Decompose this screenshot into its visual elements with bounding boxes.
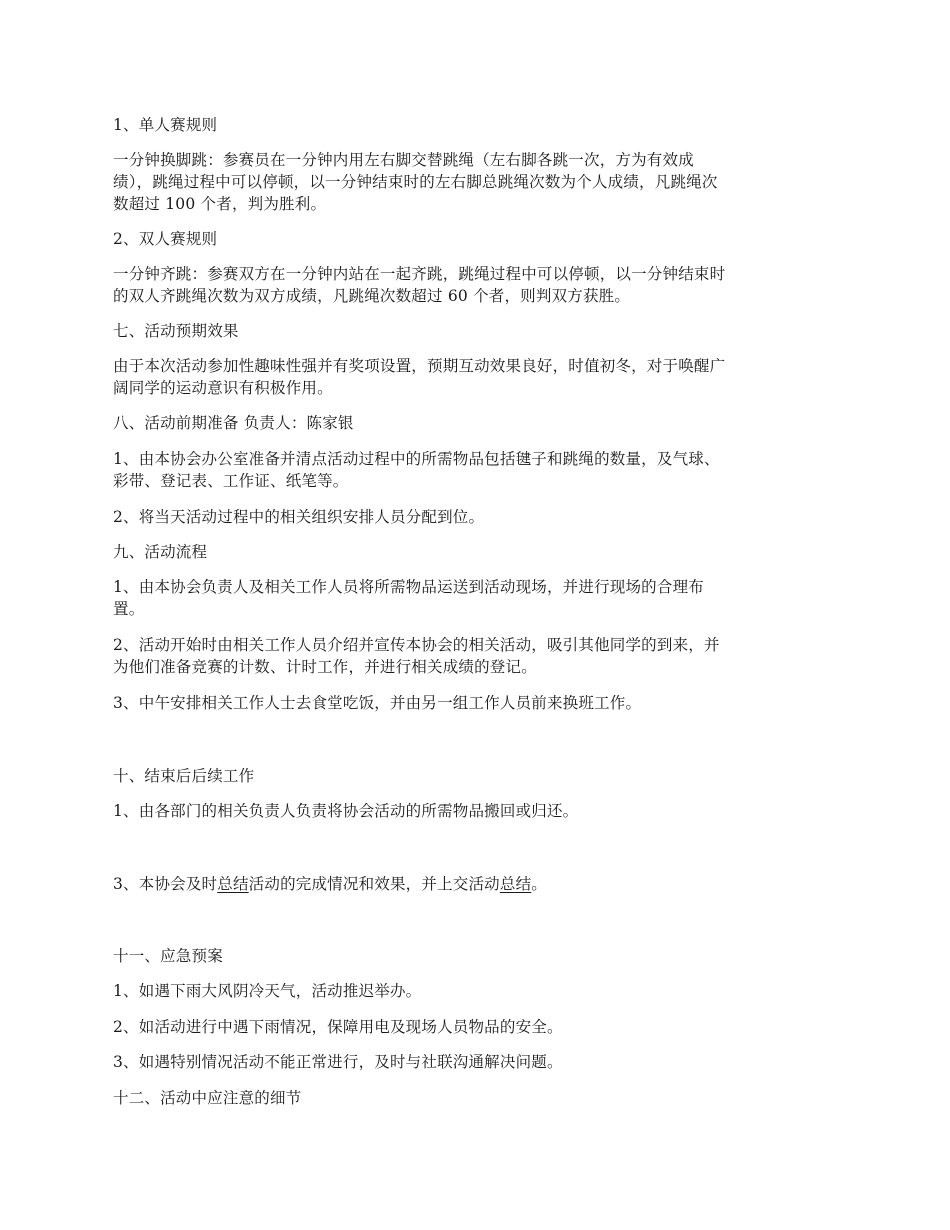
paragraph-line: 1、由本协会办公室准备并清点活动过程中的所需物品包括毽子和跳绳的数量，及气球、: [113, 450, 720, 468]
paragraph-line: 3、如遇特别情况活动不能正常进行，及时与社联沟通解决问题。: [113, 1053, 563, 1071]
paragraph-line: 为他们准备竞赛的计数、计时工作，并进行相关成绩的登记。: [113, 658, 537, 676]
paragraph-line: 数超过 100 个者，判为胜利。: [113, 195, 327, 213]
summary-link[interactable]: 总结: [499, 875, 532, 893]
paragraph-line: 绩），跳绳过程中可以停顿，以一分钟结束时的左右脚总跳绳次数为个人成绩，凡跳绳次: [113, 173, 718, 191]
section-heading-double-rules: 2、双人赛规则: [113, 230, 218, 248]
section-heading-follow-up: 十、结束后后续工作: [113, 767, 255, 785]
paragraph-line: 由于本次活动参加性趣味性强并有奖项设置，预期互动效果良好，时值初冬，对于唤醒广: [113, 357, 726, 375]
section-heading-preparation: 八、活动前期准备 负责人：陈家银: [113, 414, 354, 432]
paragraph-line: 彩带、登记表、工作证、纸笔等。: [113, 472, 349, 490]
paragraph-line: 置。: [113, 600, 145, 618]
paragraph-line: 1、由各部门的相关负责人负责将协会活动的所需物品搬回或归还。: [113, 802, 579, 820]
paragraph-line: 2、如活动进行中遇下雨情况，保障用电及现场人员物品的安全。: [113, 1018, 563, 1036]
paragraph-line: 3、中午安排相关工作人士去食堂吃饭，并由另一组工作人员前来换班工作。: [113, 694, 642, 712]
paragraph-line: 2、将当天活动过程中的相关组织安排人员分配到位。: [113, 508, 485, 526]
section-heading-emergency-plan: 十一、应急预案: [113, 947, 223, 965]
section-heading-process: 九、活动流程: [113, 543, 208, 561]
paragraph-line: 阔同学的运动意识有积极作用。: [113, 379, 333, 397]
section-heading-single-rules: 1、单人赛规则: [113, 116, 218, 134]
section-heading-expected-effect: 七、活动预期效果: [113, 322, 239, 340]
paragraph-line: 的双人齐跳绳次数为双方成绩，凡跳绳次数超过 60 个者，则判双方获胜。: [113, 287, 631, 305]
section-heading-details: 十二、活动中应注意的细节: [113, 1089, 302, 1107]
paragraph-line: 2、活动开始时由相关工作人员介绍并宣传本协会的相关活动，吸引其他同学的到来，并: [113, 636, 720, 654]
paragraph-line: 一分钟齐跳：参赛双方在一分钟内站在一起齐跳，跳绳过程中可以停顿，以一分钟结束时: [113, 265, 726, 283]
text-run: 。: [531, 875, 547, 893]
paragraph-line-summary: [113, 874, 843, 894]
paragraph-line: 1、由本协会负责人及相关工作人员将所需物品运送到活动现场，并进行现场的合理布: [113, 578, 704, 596]
text-run: 3、本协会及时: [113, 875, 218, 893]
paragraph-line: 1、如遇下雨大风阴冷天气，活动推迟举办。: [113, 982, 422, 1000]
text-run: 活动的完成情况和效果，并上交活动: [248, 875, 500, 893]
summary-link[interactable]: 总结: [217, 875, 249, 893]
paragraph-line: 一分钟换脚跳：参赛员在一分钟内用左右脚交替跳绳（左右脚各跳一次，方为有效成: [113, 151, 694, 169]
